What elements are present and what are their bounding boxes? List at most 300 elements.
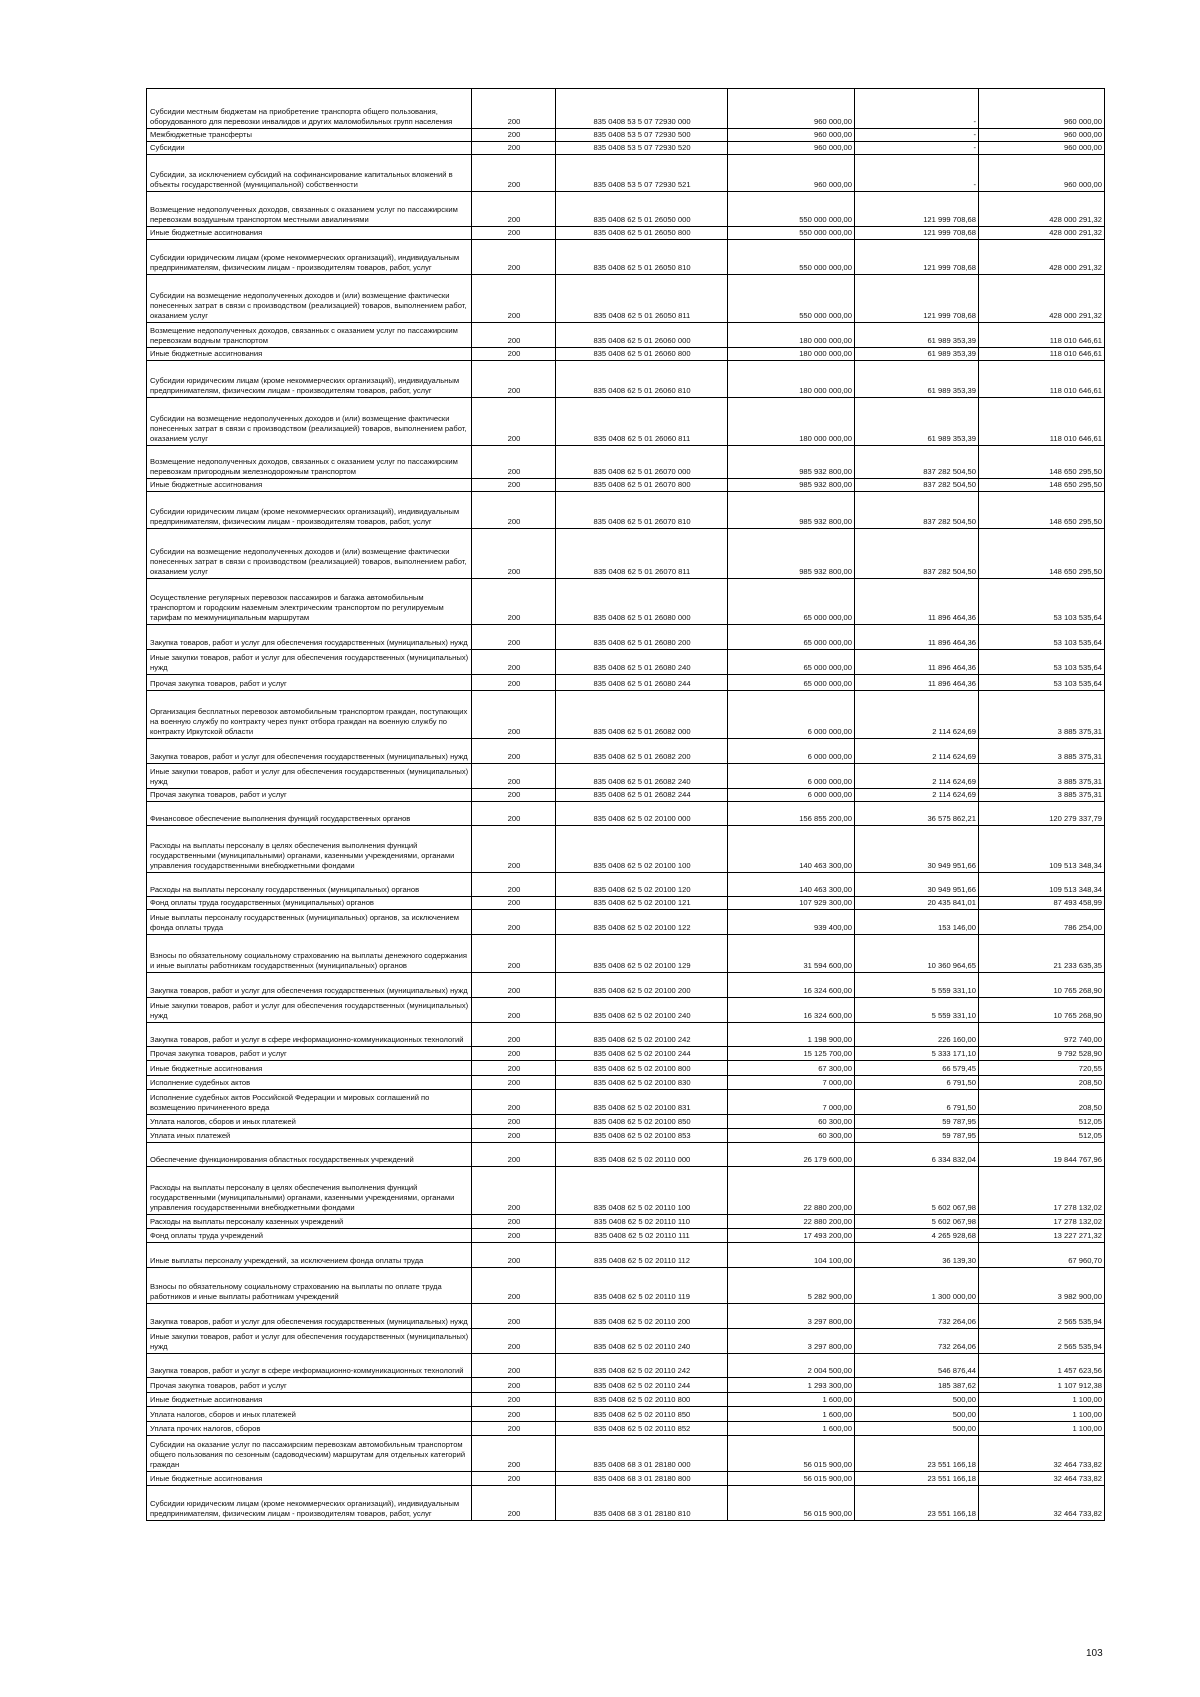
row-code-cell: 200 [472, 973, 556, 998]
table-row [147, 129, 1105, 142]
row-name-cell: Субсидии, за исключением субсидий на софинансирование капитальных вложений в объекты государственной (муниципальной) собственности [147, 155, 472, 192]
row-unexecuted-cell: 3 885 375,31 [979, 764, 1105, 789]
row-kbk-cell: 835 0408 53 5 07 72930 000 [556, 89, 728, 129]
row-unexecuted-cell: 109 513 348,34 [979, 826, 1105, 873]
row-unexecuted-cell: 428 000 291,32 [979, 240, 1105, 275]
row-approved-cell: 550 000 000,00 [728, 275, 855, 323]
row-kbk-cell: 835 0408 62 5 02 20110 119 [556, 1268, 728, 1304]
table-row [147, 1378, 1105, 1393]
row-approved-cell: 6 000 000,00 [728, 691, 855, 739]
row-kbk-cell: 835 0408 62 5 01 26060 811 [556, 398, 728, 446]
row-approved-cell: 140 463 300,00 [728, 873, 855, 897]
table-row [147, 802, 1105, 826]
row-code-cell: 200 [472, 1023, 556, 1047]
row-kbk-cell: 835 0408 62 5 01 26080 000 [556, 579, 728, 625]
row-executed-cell: 59 787,95 [855, 1115, 979, 1129]
table-row [147, 1215, 1105, 1229]
table-row [147, 398, 1105, 446]
row-executed-cell: 61 989 353,39 [855, 398, 979, 446]
row-executed-cell: 185 387,62 [855, 1378, 979, 1393]
row-approved-cell: 960 000,00 [728, 155, 855, 192]
row-name-cell: Исполнение судебных актов [147, 1076, 472, 1090]
row-unexecuted-cell: 2 565 535,94 [979, 1329, 1105, 1354]
row-unexecuted-cell: 118 010 646,61 [979, 348, 1105, 361]
row-name-cell: Возмещение недополученных доходов, связанных с оказанием услуг по пассажирским перевозкам воздушным транспортом местными авиалиниями [147, 192, 472, 227]
row-unexecuted-cell: 960 000,00 [979, 129, 1105, 142]
row-name-cell: Взносы по обязательному социальному страхованию на выплаты денежного содержания и иные выплаты работникам государственных (муниципальных) органов [147, 935, 472, 973]
row-kbk-cell: 835 0408 62 5 02 20110 800 [556, 1393, 728, 1407]
row-approved-cell: 65 000 000,00 [728, 625, 855, 650]
row-unexecuted-cell: 428 000 291,32 [979, 227, 1105, 240]
row-kbk-cell: 835 0408 62 5 02 20100 240 [556, 998, 728, 1023]
row-kbk-cell: 835 0408 62 5 01 26082 244 [556, 789, 728, 802]
table-row [147, 973, 1105, 998]
row-executed-cell: 121 999 708,68 [855, 192, 979, 227]
table-row [147, 361, 1105, 398]
row-kbk-cell: 835 0408 62 5 01 26060 800 [556, 348, 728, 361]
row-kbk-cell: 835 0408 53 5 07 72930 520 [556, 142, 728, 155]
row-executed-cell: 1 300 000,00 [855, 1268, 979, 1304]
row-unexecuted-cell: 120 279 337,79 [979, 802, 1105, 826]
row-approved-cell: 65 000 000,00 [728, 675, 855, 691]
row-code-cell: 200 [472, 1407, 556, 1422]
table-row [147, 1472, 1105, 1486]
row-code-cell: 200 [472, 625, 556, 650]
row-code-cell: 200 [472, 897, 556, 910]
row-executed-cell: 11 896 464,36 [855, 675, 979, 691]
row-approved-cell: 7 000,00 [728, 1076, 855, 1090]
row-executed-cell: 10 360 964,65 [855, 935, 979, 973]
row-unexecuted-cell: 19 844 767,96 [979, 1143, 1105, 1167]
row-kbk-cell: 835 0408 62 5 02 20110 110 [556, 1215, 728, 1229]
row-code-cell: 200 [472, 675, 556, 691]
table-row [147, 1486, 1105, 1521]
row-approved-cell: 56 015 900,00 [728, 1472, 855, 1486]
row-kbk-cell: 835 0408 62 5 01 26060 000 [556, 323, 728, 348]
row-name-cell: Закупка товаров, работ и услуг для обеспечения государственных (муниципальных) нужд [147, 973, 472, 998]
table-row [147, 691, 1105, 739]
row-executed-cell: 2 114 624,69 [855, 764, 979, 789]
row-unexecuted-cell: 3 885 375,31 [979, 739, 1105, 764]
row-executed-cell: 2 114 624,69 [855, 691, 979, 739]
row-code-cell: 200 [472, 227, 556, 240]
row-name-cell: Субсидии [147, 142, 472, 155]
row-name-cell: Уплата налогов, сборов и иных платежей [147, 1115, 472, 1129]
row-approved-cell: 6 000 000,00 [728, 739, 855, 764]
row-name-cell: Уплата иных платежей [147, 1129, 472, 1143]
row-approved-cell: 985 932 800,00 [728, 529, 855, 579]
row-code-cell: 200 [472, 739, 556, 764]
row-code-cell: 200 [472, 192, 556, 227]
row-kbk-cell: 835 0408 62 5 02 20110 100 [556, 1167, 728, 1215]
row-kbk-cell: 835 0408 62 5 01 26050 000 [556, 192, 728, 227]
row-code-cell: 200 [472, 1393, 556, 1407]
table-row [147, 1304, 1105, 1329]
row-code-cell: 200 [472, 398, 556, 446]
row-name-cell: Фонд оплаты труда государственных (муниципальных) органов [147, 897, 472, 910]
page-number: 103 [1086, 1648, 1103, 1659]
table-row [147, 998, 1105, 1023]
table-row [147, 89, 1105, 129]
row-unexecuted-cell: 148 650 295,50 [979, 492, 1105, 529]
table-row [147, 492, 1105, 529]
row-executed-cell: 500,00 [855, 1393, 979, 1407]
row-kbk-cell: 835 0408 62 5 01 26082 000 [556, 691, 728, 739]
row-approved-cell: 1 600,00 [728, 1407, 855, 1422]
row-name-cell: Обеспечение функционирования областных государственных учреждений [147, 1143, 472, 1167]
row-approved-cell: 22 880 200,00 [728, 1215, 855, 1229]
row-code-cell: 200 [472, 1129, 556, 1143]
row-approved-cell: 7 000,00 [728, 1090, 855, 1115]
table-row [147, 1061, 1105, 1076]
row-kbk-cell: 835 0408 62 5 02 20110 850 [556, 1407, 728, 1422]
row-approved-cell: 104 100,00 [728, 1243, 855, 1268]
row-name-cell: Межбюджетные трансферты [147, 129, 472, 142]
row-executed-cell: 6 334 832,04 [855, 1143, 979, 1167]
row-approved-cell: 156 855 200,00 [728, 802, 855, 826]
table-row [147, 1329, 1105, 1354]
row-name-cell: Закупка товаров, работ и услуг для обеспечения государственных (муниципальных) нужд [147, 1304, 472, 1329]
row-name-cell: Закупка товаров, работ и услуг в сфере информационно-коммуникационных технологий [147, 1023, 472, 1047]
row-code-cell: 200 [472, 1090, 556, 1115]
row-name-cell: Закупка товаров, работ и услуг для обеспечения государственных (муниципальных) нужд [147, 739, 472, 764]
row-unexecuted-cell: 10 765 268,90 [979, 973, 1105, 998]
row-unexecuted-cell: 512,05 [979, 1129, 1105, 1143]
row-name-cell: Закупка товаров, работ и услуг для обеспечения государственных (муниципальных) нужд [147, 625, 472, 650]
row-kbk-cell: 835 0408 62 5 02 20100 831 [556, 1090, 728, 1115]
row-code-cell: 200 [472, 1378, 556, 1393]
row-code-cell: 200 [472, 1061, 556, 1076]
row-unexecuted-cell: 53 103 535,64 [979, 579, 1105, 625]
row-unexecuted-cell: 2 565 535,94 [979, 1304, 1105, 1329]
row-approved-cell: 985 932 800,00 [728, 479, 855, 492]
row-code-cell: 200 [472, 802, 556, 826]
row-code-cell: 200 [472, 650, 556, 675]
row-executed-cell: 23 551 166,18 [855, 1436, 979, 1472]
row-approved-cell: 960 000,00 [728, 89, 855, 129]
row-code-cell: 200 [472, 910, 556, 935]
row-executed-cell: 6 791,50 [855, 1076, 979, 1090]
row-kbk-cell: 835 0408 62 5 01 26050 810 [556, 240, 728, 275]
row-executed-cell: 500,00 [855, 1422, 979, 1436]
row-name-cell: Субсидии на оказание услуг по пассажирским перевозкам автомобильным транспортом общего пользования по сезонным (садоводческим) маршрутам для отдельных категорий граждан [147, 1436, 472, 1472]
row-code-cell: 200 [472, 240, 556, 275]
row-approved-cell: 960 000,00 [728, 142, 855, 155]
row-code-cell: 200 [472, 275, 556, 323]
row-unexecuted-cell: 3 885 375,31 [979, 789, 1105, 802]
row-unexecuted-cell: 3 982 900,00 [979, 1268, 1105, 1304]
row-executed-cell: 837 282 504,50 [855, 492, 979, 529]
row-approved-cell: 60 300,00 [728, 1115, 855, 1129]
row-unexecuted-cell: 17 278 132,02 [979, 1215, 1105, 1229]
table-row [147, 479, 1105, 492]
row-kbk-cell: 835 0408 62 5 02 20100 121 [556, 897, 728, 910]
row-kbk-cell: 835 0408 62 5 02 20100 129 [556, 935, 728, 973]
row-name-cell: Расходы на выплаты персоналу государственных (муниципальных) органов [147, 873, 472, 897]
row-unexecuted-cell: 32 464 733,82 [979, 1472, 1105, 1486]
row-name-cell: Субсидии юридическим лицам (кроме некоммерческих организаций), индивидуальным предпринимателям, физическим лицам - производителям товаров, работ, услуг [147, 361, 472, 398]
row-approved-cell: 985 932 800,00 [728, 492, 855, 529]
row-code-cell: 200 [472, 873, 556, 897]
table-row [147, 446, 1105, 479]
row-approved-cell: 16 324 600,00 [728, 998, 855, 1023]
row-executed-cell: - [855, 155, 979, 192]
table-row [147, 155, 1105, 192]
row-approved-cell: 180 000 000,00 [728, 361, 855, 398]
row-executed-cell: - [855, 142, 979, 155]
row-name-cell: Взносы по обязательному социальному страхованию на выплаты по оплате труда работников и иные выплаты работникам учреждений [147, 1268, 472, 1304]
row-executed-cell: 5 559 331,10 [855, 973, 979, 998]
table-row [147, 897, 1105, 910]
row-unexecuted-cell: 10 765 268,90 [979, 998, 1105, 1023]
row-code-cell: 200 [472, 1354, 556, 1378]
row-kbk-cell: 835 0408 62 5 02 20110 242 [556, 1354, 728, 1378]
row-executed-cell: 6 791,50 [855, 1090, 979, 1115]
row-executed-cell: 121 999 708,68 [855, 227, 979, 240]
row-approved-cell: 550 000 000,00 [728, 227, 855, 240]
row-kbk-cell: 835 0408 68 3 01 28180 000 [556, 1436, 728, 1472]
row-executed-cell: 546 876,44 [855, 1354, 979, 1378]
row-name-cell: Расходы на выплаты персоналу в целях обеспечения выполнения функций государственными (муниципальными) органами, казенными учреждениями, органами управления государственными внебюджетными фондами [147, 826, 472, 873]
table-row [147, 1023, 1105, 1047]
row-executed-cell: 61 989 353,39 [855, 361, 979, 398]
row-approved-cell: 60 300,00 [728, 1129, 855, 1143]
row-approved-cell: 985 932 800,00 [728, 446, 855, 479]
row-unexecuted-cell: 960 000,00 [979, 89, 1105, 129]
row-approved-cell: 65 000 000,00 [728, 579, 855, 625]
row-name-cell: Иные закупки товаров, работ и услуг для обеспечения государственных (муниципальных) нужд [147, 764, 472, 789]
row-code-cell: 200 [472, 1143, 556, 1167]
row-approved-cell: 180 000 000,00 [728, 398, 855, 446]
row-name-cell: Субсидии юридическим лицам (кроме некоммерческих организаций), индивидуальным предпринимателям, физическим лицам - производителям товаров, работ, услуг [147, 240, 472, 275]
row-unexecuted-cell: 32 464 733,82 [979, 1486, 1105, 1521]
row-kbk-cell: 835 0408 62 5 01 26082 240 [556, 764, 728, 789]
table-row [147, 935, 1105, 973]
row-kbk-cell: 835 0408 62 5 02 20100 242 [556, 1023, 728, 1047]
row-executed-cell: 20 435 841,01 [855, 897, 979, 910]
table-body [147, 89, 1105, 1521]
row-name-cell: Возмещение недополученных доходов, связанных с оказанием услуг по пассажирским перевозкам водным транспортом [147, 323, 472, 348]
row-executed-cell: 36 575 862,21 [855, 802, 979, 826]
row-approved-cell: 6 000 000,00 [728, 764, 855, 789]
row-executed-cell: 4 265 928,68 [855, 1229, 979, 1243]
row-approved-cell: 550 000 000,00 [728, 192, 855, 227]
row-approved-cell: 180 000 000,00 [728, 348, 855, 361]
row-approved-cell: 107 929 300,00 [728, 897, 855, 910]
table-row [147, 650, 1105, 675]
table-row [147, 675, 1105, 691]
row-executed-cell: 500,00 [855, 1407, 979, 1422]
row-executed-cell: 2 114 624,69 [855, 789, 979, 802]
row-name-cell: Иные выплаты персоналу учреждений, за исключением фонда оплаты труда [147, 1243, 472, 1268]
row-name-cell: Уплата прочих налогов, сборов [147, 1422, 472, 1436]
row-executed-cell: 11 896 464,36 [855, 650, 979, 675]
row-kbk-cell: 835 0408 62 5 02 20100 800 [556, 1061, 728, 1076]
table-row [147, 529, 1105, 579]
row-executed-cell: 30 949 951,66 [855, 826, 979, 873]
row-approved-cell: 180 000 000,00 [728, 323, 855, 348]
row-executed-cell: 732 264,06 [855, 1304, 979, 1329]
row-code-cell: 200 [472, 1167, 556, 1215]
row-unexecuted-cell: 148 650 295,50 [979, 529, 1105, 579]
table-row [147, 1167, 1105, 1215]
row-unexecuted-cell: 17 278 132,02 [979, 1167, 1105, 1215]
table-row [147, 739, 1105, 764]
row-code-cell: 200 [472, 142, 556, 155]
row-kbk-cell: 835 0408 62 5 01 26080 200 [556, 625, 728, 650]
row-unexecuted-cell: 148 650 295,50 [979, 446, 1105, 479]
row-approved-cell: 56 015 900,00 [728, 1486, 855, 1521]
table-row [147, 1047, 1105, 1061]
row-code-cell: 200 [472, 155, 556, 192]
row-executed-cell: - [855, 129, 979, 142]
row-executed-cell: 23 551 166,18 [855, 1472, 979, 1486]
row-unexecuted-cell: 32 464 733,82 [979, 1436, 1105, 1472]
table-row [147, 192, 1105, 227]
row-code-cell: 200 [472, 1115, 556, 1129]
row-name-cell: Субсидии местным бюджетам на приобретение транспорта общего пользования, оборудованного для перевозки инвалидов и других маломобильных групп населения [147, 89, 472, 129]
row-kbk-cell: 835 0408 62 5 01 26070 000 [556, 446, 728, 479]
row-unexecuted-cell: 148 650 295,50 [979, 479, 1105, 492]
row-kbk-cell: 835 0408 62 5 01 26060 810 [556, 361, 728, 398]
row-approved-cell: 67 300,00 [728, 1061, 855, 1076]
row-kbk-cell: 835 0408 62 5 02 20100 853 [556, 1129, 728, 1143]
row-approved-cell: 15 125 700,00 [728, 1047, 855, 1061]
row-approved-cell: 26 179 600,00 [728, 1143, 855, 1167]
row-name-cell: Закупка товаров, работ и услуг в сфере информационно-коммуникационных технологий [147, 1354, 472, 1378]
row-approved-cell: 1 293 300,00 [728, 1378, 855, 1393]
row-unexecuted-cell: 118 010 646,61 [979, 323, 1105, 348]
row-name-cell: Фонд оплаты труда учреждений [147, 1229, 472, 1243]
row-unexecuted-cell: 118 010 646,61 [979, 398, 1105, 446]
row-name-cell: Расходы на выплаты персоналу в целях обеспечения выполнения функций государственными (муниципальными) органами, казенными учреждениями, органами управления государственными внебюджетными фондами [147, 1167, 472, 1215]
row-unexecuted-cell: 1 100,00 [979, 1393, 1105, 1407]
row-kbk-cell: 835 0408 62 5 02 20110 244 [556, 1378, 728, 1393]
row-code-cell: 200 [472, 1076, 556, 1090]
row-kbk-cell: 835 0408 62 5 02 20100 122 [556, 910, 728, 935]
row-code-cell: 200 [472, 1486, 556, 1521]
row-kbk-cell: 835 0408 68 3 01 28180 800 [556, 1472, 728, 1486]
table-row [147, 873, 1105, 897]
row-name-cell: Иные бюджетные ассигнования [147, 1472, 472, 1486]
row-name-cell: Иные закупки товаров, работ и услуг для обеспечения государственных (муниципальных) нужд [147, 998, 472, 1023]
row-kbk-cell: 835 0408 62 5 01 26070 800 [556, 479, 728, 492]
row-executed-cell: 61 989 353,39 [855, 348, 979, 361]
row-executed-cell: 837 282 504,50 [855, 479, 979, 492]
row-code-cell: 200 [472, 691, 556, 739]
row-code-cell: 200 [472, 1243, 556, 1268]
row-code-cell: 200 [472, 764, 556, 789]
table-row [147, 910, 1105, 935]
row-executed-cell: 732 264,06 [855, 1329, 979, 1354]
row-name-cell: Прочая закупка товаров, работ и услуг [147, 1378, 472, 1393]
row-executed-cell: 11 896 464,36 [855, 625, 979, 650]
row-code-cell: 200 [472, 1047, 556, 1061]
row-code-cell: 200 [472, 361, 556, 398]
row-unexecuted-cell: 9 792 528,90 [979, 1047, 1105, 1061]
row-approved-cell: 939 400,00 [728, 910, 855, 935]
row-code-cell: 200 [472, 1304, 556, 1329]
row-code-cell: 200 [472, 479, 556, 492]
row-executed-cell: 23 551 166,18 [855, 1486, 979, 1521]
row-executed-cell: 121 999 708,68 [855, 240, 979, 275]
row-name-cell: Иные закупки товаров, работ и услуг для обеспечения государственных (муниципальных) нужд [147, 1329, 472, 1354]
row-kbk-cell: 835 0408 62 5 02 20100 244 [556, 1047, 728, 1061]
row-name-cell: Субсидии юридическим лицам (кроме некоммерческих организаций), индивидуальным предпринимателям, физическим лицам - производителям товаров, работ, услуг [147, 492, 472, 529]
row-unexecuted-cell: 1 100,00 [979, 1407, 1105, 1422]
row-code-cell: 200 [472, 323, 556, 348]
row-approved-cell: 31 594 600,00 [728, 935, 855, 973]
row-unexecuted-cell: 1 107 912,38 [979, 1378, 1105, 1393]
row-code-cell: 200 [472, 1472, 556, 1486]
table-row [147, 1243, 1105, 1268]
row-code-cell: 200 [472, 129, 556, 142]
row-code-cell: 200 [472, 579, 556, 625]
row-executed-cell: 5 559 331,10 [855, 998, 979, 1023]
table-row [147, 227, 1105, 240]
row-code-cell: 200 [472, 1329, 556, 1354]
row-executed-cell: 5 602 067,98 [855, 1167, 979, 1215]
row-unexecuted-cell: 720,55 [979, 1061, 1105, 1076]
row-executed-cell: 121 999 708,68 [855, 275, 979, 323]
table-row [147, 826, 1105, 873]
row-name-cell: Иные бюджетные ассигнования [147, 348, 472, 361]
table-row [147, 1393, 1105, 1407]
row-kbk-cell: 835 0408 62 5 02 20110 111 [556, 1229, 728, 1243]
row-kbk-cell: 835 0408 62 5 01 26070 810 [556, 492, 728, 529]
row-kbk-cell: 835 0408 62 5 02 20110 240 [556, 1329, 728, 1354]
row-code-cell: 200 [472, 89, 556, 129]
row-unexecuted-cell: 21 233 635,35 [979, 935, 1105, 973]
table-row [147, 625, 1105, 650]
row-code-cell: 200 [472, 1436, 556, 1472]
row-name-cell: Прочая закупка товаров, работ и услуг [147, 1047, 472, 1061]
row-executed-cell: 36 139,30 [855, 1243, 979, 1268]
row-executed-cell: 153 146,00 [855, 910, 979, 935]
row-unexecuted-cell: 3 885 375,31 [979, 691, 1105, 739]
row-executed-cell: - [855, 89, 979, 129]
row-code-cell: 200 [472, 1268, 556, 1304]
row-code-cell: 200 [472, 789, 556, 802]
row-approved-cell: 550 000 000,00 [728, 240, 855, 275]
row-code-cell: 200 [472, 1422, 556, 1436]
row-name-cell: Иные закупки товаров, работ и услуг для обеспечения государственных (муниципальных) нужд [147, 650, 472, 675]
row-executed-cell: 837 282 504,50 [855, 446, 979, 479]
row-unexecuted-cell: 512,05 [979, 1115, 1105, 1129]
table-row [147, 1076, 1105, 1090]
table-row [147, 348, 1105, 361]
table-row [147, 1229, 1105, 1243]
row-kbk-cell: 835 0408 62 5 02 20110 000 [556, 1143, 728, 1167]
row-code-cell: 200 [472, 446, 556, 479]
table-row [147, 142, 1105, 155]
row-kbk-cell: 835 0408 62 5 02 20100 850 [556, 1115, 728, 1129]
row-kbk-cell: 835 0408 62 5 01 26070 811 [556, 529, 728, 579]
row-name-cell: Иные бюджетные ассигнования [147, 479, 472, 492]
row-executed-cell: 30 949 951,66 [855, 873, 979, 897]
row-unexecuted-cell: 87 493 458,99 [979, 897, 1105, 910]
row-kbk-cell: 835 0408 53 5 07 72930 521 [556, 155, 728, 192]
row-unexecuted-cell: 67 960,70 [979, 1243, 1105, 1268]
row-approved-cell: 1 600,00 [728, 1422, 855, 1436]
row-approved-cell: 960 000,00 [728, 129, 855, 142]
row-executed-cell: 11 896 464,36 [855, 579, 979, 625]
row-kbk-cell: 835 0408 62 5 01 26080 244 [556, 675, 728, 691]
row-unexecuted-cell: 53 103 535,64 [979, 675, 1105, 691]
table-row [147, 764, 1105, 789]
row-approved-cell: 6 000 000,00 [728, 789, 855, 802]
row-code-cell: 200 [472, 1215, 556, 1229]
